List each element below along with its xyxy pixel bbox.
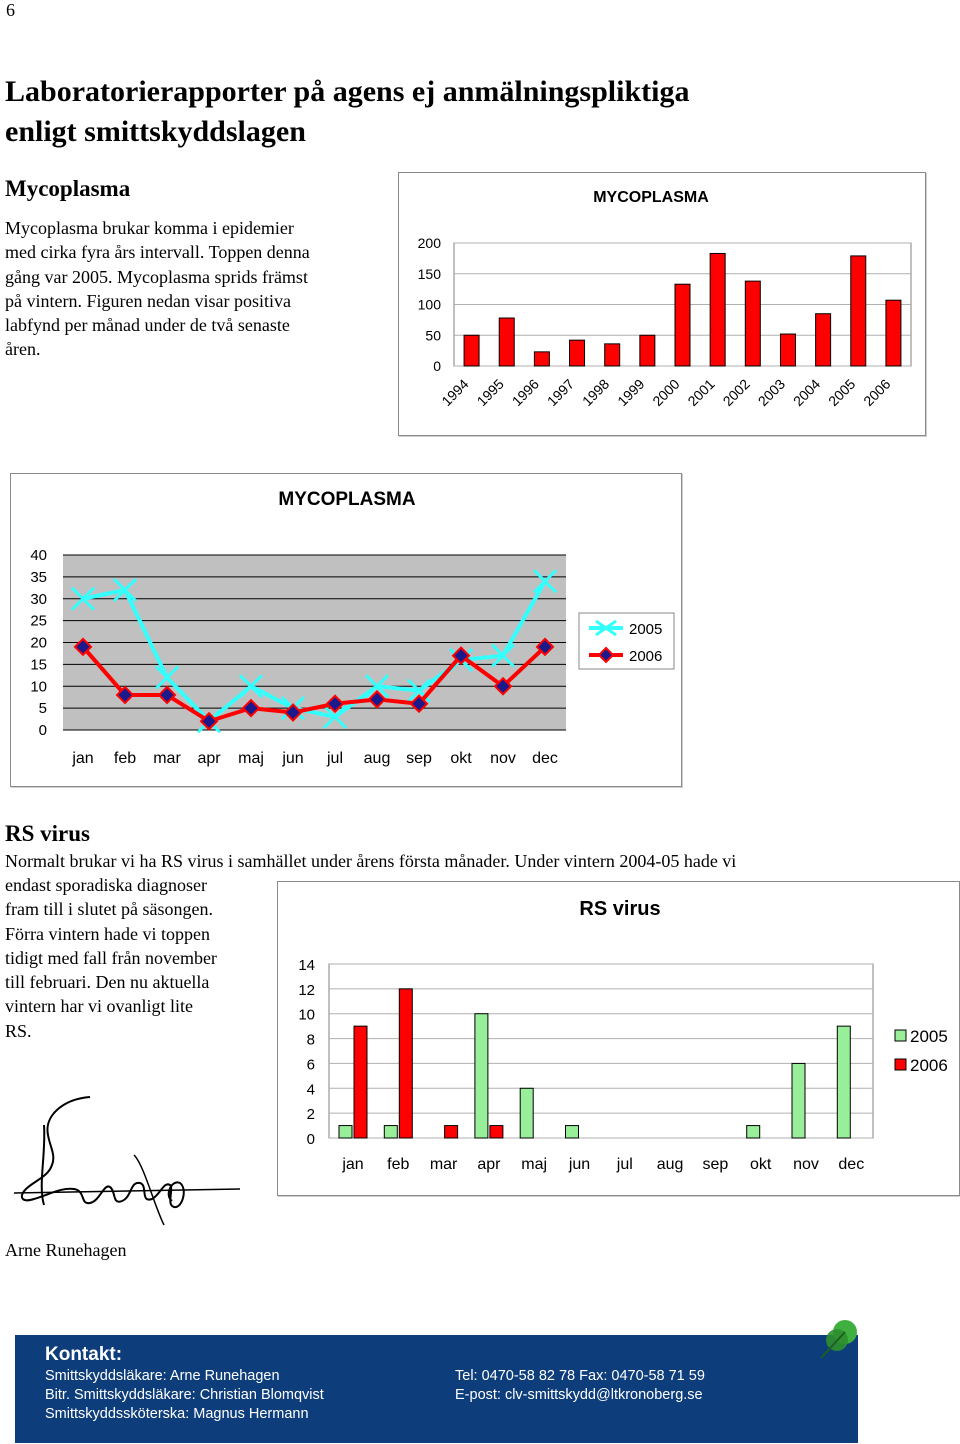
- chart-mycoplasma-monthly: [10, 473, 682, 787]
- bar-2006: [490, 1126, 503, 1138]
- y-tick-label: 6: [306, 1056, 315, 1074]
- x-tick-label: mar: [429, 1156, 458, 1173]
- x-tick-label: 1994: [438, 375, 472, 410]
- bar-2005: [747, 1126, 760, 1138]
- contact-footer: [15, 1335, 858, 1443]
- y-tick-label: 100: [417, 296, 441, 313]
- bar: [816, 314, 831, 366]
- y-tick-label: 35: [30, 568, 47, 586]
- legend-swatch-2005: [895, 1030, 906, 1041]
- bar-2005: [566, 1126, 579, 1138]
- bar: [534, 352, 549, 366]
- x-tick-label: 1998: [578, 375, 613, 410]
- page-title: [5, 72, 905, 152]
- bar: [570, 340, 585, 366]
- y-tick-label: 150: [417, 265, 441, 282]
- rs-heading: RS virus: [5, 821, 90, 846]
- page-title-line-1: Laboratorierapporter på agens ej anmälningspliktiga: [5, 75, 690, 108]
- mycoplasma-line: Mycoplasma brukar komma i epidemier: [5, 218, 294, 238]
- y-tick-label: 5: [38, 700, 47, 718]
- y-tick-label: 14: [298, 957, 315, 974]
- y-tick-label: 8: [306, 1031, 315, 1049]
- rs-line: vintern har vi ovanligt lite: [5, 996, 193, 1017]
- legend-label: 2006: [910, 1056, 948, 1075]
- x-tick-label: nov: [793, 1156, 819, 1173]
- x-tick-label: okt: [750, 1156, 772, 1173]
- x-tick-label: 1995: [473, 375, 507, 410]
- y-tick-label: 30: [30, 590, 47, 608]
- bar-2006: [354, 1026, 367, 1138]
- bar-2005: [339, 1126, 352, 1138]
- footer-heading: Kontakt:: [45, 1344, 123, 1365]
- legend-label: 2006: [629, 648, 663, 665]
- rs-line: Förra vintern hade vi toppen: [5, 923, 210, 944]
- x-tick-label: 1999: [614, 375, 648, 410]
- x-tick-label: 1997: [543, 375, 578, 410]
- x-tick-label: 2001: [684, 375, 718, 410]
- chart-rs-virus-svg: [278, 882, 959, 1195]
- x-tick-label: 1996: [508, 375, 543, 410]
- y-tick-label: 200: [417, 235, 441, 251]
- chart-title: MYCOPLASMA: [593, 189, 709, 206]
- chart-mycoplasma-yearly-svg: [399, 173, 925, 435]
- chart-title: RS virus: [579, 898, 661, 920]
- bar: [605, 344, 620, 366]
- rs-line: tidigt med fall från november: [5, 947, 217, 968]
- y-tick-label: 4: [306, 1081, 315, 1099]
- x-tick-label: jan: [72, 750, 94, 767]
- x-tick-label: dec: [838, 1156, 865, 1173]
- x-tick-label: jun: [568, 1156, 591, 1173]
- footer-contact-line: Smittskyddsläkare: Arne Runehagen: [45, 1368, 280, 1384]
- y-tick-label: 15: [30, 656, 47, 674]
- x-tick-label: 2004: [789, 375, 824, 410]
- y-tick-label: 0: [433, 358, 441, 374]
- bar: [745, 281, 760, 366]
- bar-2005: [792, 1063, 805, 1138]
- chart-mycoplasma-yearly: [398, 172, 926, 436]
- y-tick-label: 2: [306, 1106, 315, 1124]
- page-title-line-2: enligt smittskyddslagen: [5, 115, 306, 148]
- mycoplasma-heading: Mycoplasma: [5, 176, 131, 201]
- x-tick-label: feb: [113, 750, 137, 767]
- rs-line: fram till i slutet på säsongen.: [5, 899, 213, 920]
- x-tick-label: 2003: [754, 375, 789, 410]
- x-tick-label: apr: [477, 1156, 501, 1173]
- y-tick-label: 25: [30, 612, 47, 630]
- chart-mycoplasma-monthly-svg: [11, 474, 681, 786]
- bar-2005: [475, 1014, 488, 1138]
- x-tick-label: maj: [238, 750, 264, 767]
- x-tick-label: sep: [406, 750, 432, 767]
- legend-label: 2005: [910, 1027, 948, 1046]
- y-tick-label: 10: [298, 1006, 315, 1024]
- x-tick-label: mar: [153, 750, 181, 767]
- bar-2006: [445, 1126, 458, 1138]
- x-tick-label: feb: [387, 1156, 410, 1173]
- y-tick-label: 50: [425, 327, 441, 344]
- legend-label: 2005: [629, 621, 663, 638]
- mycoplasma-line: gång var 2005. Mycoplasma sprids främst: [5, 266, 308, 287]
- mycoplasma-paragraph: [5, 216, 385, 362]
- y-tick-label: 12: [298, 981, 315, 999]
- chart-rs-virus: [277, 881, 960, 1196]
- bar: [675, 284, 690, 366]
- x-tick-label: jan: [342, 1156, 364, 1173]
- rs-paragraph: [5, 873, 273, 1043]
- y-tick-label: 10: [30, 678, 47, 696]
- x-tick-label: aug: [656, 1156, 684, 1173]
- x-tick-label: jun: [282, 750, 304, 767]
- x-tick-label: jul: [616, 1156, 633, 1173]
- signature-image: [4, 1085, 240, 1240]
- x-tick-label: 2006: [860, 375, 894, 410]
- bar: [464, 335, 479, 366]
- x-tick-label: aug: [363, 750, 391, 767]
- mycoplasma-line: på vintern. Figuren nedan visar positiva: [5, 290, 291, 311]
- rs-line: RS.: [5, 1020, 32, 1041]
- x-tick-label: nov: [490, 750, 516, 767]
- footer-email: E-post: clv-smittskydd@ltkronoberg.se: [455, 1387, 703, 1403]
- x-tick-label: maj: [521, 1156, 548, 1173]
- y-tick-label: 0: [306, 1131, 315, 1148]
- bar-2006: [399, 989, 412, 1138]
- leaf-logo-icon: [815, 1318, 863, 1362]
- legend-swatch-2006: [895, 1059, 906, 1070]
- page-number: 6: [6, 0, 15, 20]
- x-tick-label: dec: [532, 750, 558, 767]
- bar: [851, 256, 866, 366]
- bar-2005: [520, 1088, 533, 1138]
- footer-contact-line: Bitr. Smittskyddsläkare: Christian Blomqvist: [45, 1387, 324, 1403]
- mycoplasma-line: med cirka fyra års intervall. Toppen denna: [5, 242, 310, 263]
- bar: [499, 318, 514, 366]
- x-tick-label: jul: [326, 750, 344, 767]
- bar: [886, 300, 901, 366]
- rs-line-full: Normalt brukar vi ha RS virus i samhället under årens första månader. Under vintern 2004-05 hade vi: [5, 851, 737, 871]
- x-tick-label: 2005: [825, 375, 859, 410]
- footer-contact-line: Smittskyddssköterska: Magnus Hermann: [45, 1406, 309, 1422]
- bar: [640, 335, 655, 366]
- rs-line: till februari. Den nu aktuella: [5, 972, 210, 993]
- bar-2005: [384, 1126, 397, 1138]
- y-tick-label: 20: [30, 634, 47, 652]
- chart-title: MYCOPLASMA: [278, 489, 416, 510]
- x-tick-label: 2000: [649, 375, 683, 410]
- x-tick-label: okt: [450, 750, 472, 767]
- signature-name: Arne Runehagen: [5, 1240, 127, 1260]
- x-tick-label: 2002: [719, 375, 753, 410]
- bar: [780, 334, 795, 366]
- x-tick-label: sep: [702, 1156, 729, 1173]
- x-tick-label: apr: [197, 750, 221, 767]
- y-tick-label: 40: [30, 547, 47, 564]
- footer-phone-fax: Tel: 0470-58 82 78 Fax: 0470-58 71 59: [455, 1368, 705, 1384]
- mycoplasma-line: åren.: [5, 339, 41, 360]
- bar: [710, 253, 725, 366]
- rs-line: endast sporadiska diagnoser: [5, 875, 207, 895]
- y-tick-label: 0: [38, 722, 47, 739]
- bar-2005: [837, 1026, 850, 1138]
- mycoplasma-line: labfynd per månad under de två senaste: [5, 315, 290, 336]
